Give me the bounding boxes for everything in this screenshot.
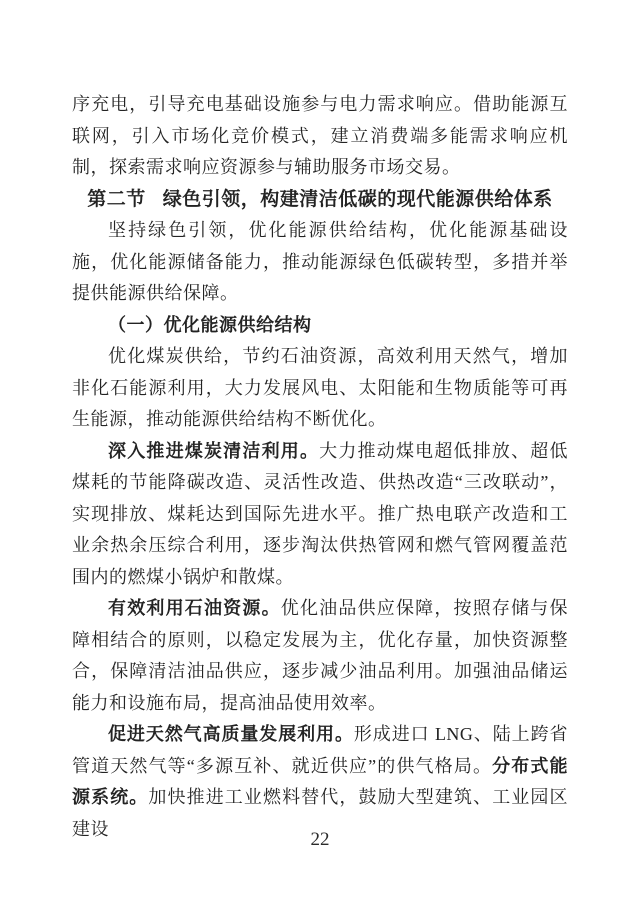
paragraph-text: 序充电，引导充电基础设施参与电力需求响应。借助能源互联网，引入市场化竞价模式，建立消费端多能需求响应机制，探索需求响应资源参与辅助服务市场交易。: [72, 94, 568, 177]
section-heading-title: 绿色引领，构建清洁低碳的现代能源供给体系: [162, 188, 553, 210]
paragraph: [72, 341, 568, 436]
paragraph-text: 加快推进工业燃料替代，鼓励大型建筑、工业园区建设: [72, 787, 569, 839]
paragraph-lead: 促进天然气高质量发展利用。: [108, 724, 354, 744]
paragraph-text: 坚持绿色引领，优化能源供给结构，优化能源基础设施，优化能源储备能力，推动能源绿色低碳转型，多措并举提供能源供给保障。: [72, 220, 568, 303]
paragraph: [72, 719, 568, 845]
subsection-heading-title: （一）优化能源供给结构: [108, 314, 312, 335]
paragraph: [72, 436, 568, 594]
paragraph-lead: 分布式能源系统。: [72, 755, 568, 807]
paragraph: [72, 593, 568, 719]
paragraph-text: 优化煤炭供给，节约石油资源，高效利用天然气，增加非化石能源利用，大力发展风电、太阳能和生物质能等可再生能源，推动能源供给结构不断优化。: [72, 346, 568, 429]
paragraph-lead: 有效利用石油资源。: [108, 598, 281, 618]
paragraph-lead: 深入推进煤炭清洁利用。: [108, 440, 320, 461]
paragraph-text: 优化油品供应保障，按照存储与保障相结合的原则，以稳定发展为主，优化存量，加快资源整合，保障清洁油品供应，逐步减少油品利用。加强油品储运能力和设施布局，提高油品使用效率。: [72, 598, 569, 713]
paragraph-text: 大力推动煤电超低排放、超低煤耗的节能降碳改造、灵活性改造、供热改造“三改联动”，实现排放、煤耗达到国际先进水平。推广热电联产改造和工业余热余压综合利用，逐步淘汰供热管网和燃气管网覆盖范围内的燃煤小锅炉和散煤。: [72, 440, 569, 587]
subsection-heading: [72, 310, 568, 342]
paragraph-text: 形成进口 LNG、陆上跨省管道天然气等“多源互补、就近供应”的供气格局。: [72, 724, 568, 776]
page-number: 22: [310, 829, 330, 850]
section-heading: [72, 184, 568, 216]
paragraph: [72, 89, 568, 184]
paragraph: [72, 215, 568, 310]
text-column: [72, 89, 568, 845]
section-heading-label: 第二节: [87, 188, 146, 210]
